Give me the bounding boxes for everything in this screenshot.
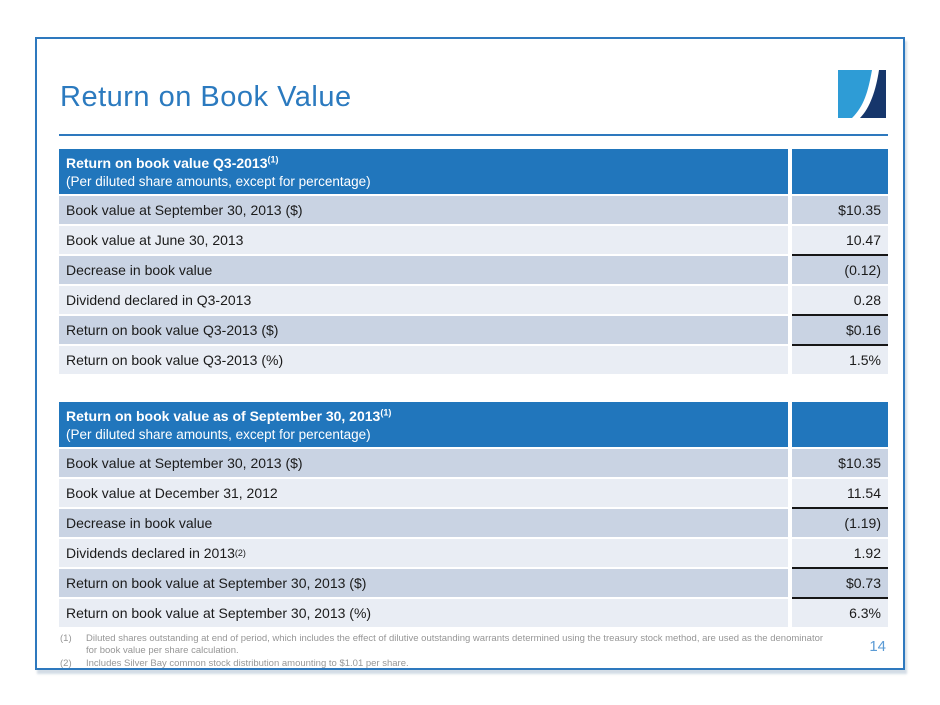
table-row-value: $10.35 [792,196,888,224]
table-header-title [66,406,788,426]
table-row-label [59,449,788,477]
company-logo-icon [838,70,886,118]
row-label-text: Return on book value at September 30, 2013 (%) [66,605,372,621]
table-row-value: 10.47 [792,226,888,254]
table-row-label [59,479,788,507]
row-label-text: Dividends declared in 2013 [66,545,235,561]
table-header-superscript: (1) [380,406,392,417]
table-row-value: (0.12) [792,256,888,284]
table-row-label [59,569,788,597]
table-header-subtitle: (Per diluted share amounts, except for percentage) [66,173,371,189]
table-row-value: $0.73 [792,569,888,597]
row-label-text: Return on book value Q3-2013 ($) [66,322,279,338]
table-header-title-text: Return on book value Q3-2013 [66,154,268,171]
footnotes [60,633,850,670]
table-row-value: $0.16 [792,316,888,344]
footnote-text: Includes Silver Bay common stock distribution amounting to $1.01 per share. [86,657,409,669]
table-row-value: (1.19) [792,509,888,537]
footnote-marker: (1) [60,633,72,644]
table-header-title-text: Return on book value as of September 30, 2013 [66,407,381,424]
table-row-label [59,226,788,254]
table-header-subtitle: (Per diluted share amounts, except for percentage) [66,426,371,442]
table-header-label [59,149,788,194]
page-number: 14 [869,638,886,655]
table-row-label [59,599,788,627]
footnote-1 [60,633,850,658]
row-label-text: Book value at December 31, 2012 [66,485,278,501]
table-row-label [59,196,788,224]
footnote-2 [60,658,850,670]
row-label-text: Dividend declared in Q3-2013 [66,292,252,308]
table-row-label [59,316,788,344]
table-row-label [59,346,788,374]
table-row-value: 11.54 [792,479,888,507]
table-row-label [59,256,788,284]
title-divider [59,134,888,136]
footnote-text: Diluted shares outstanding at end of period, which includes the effect of dilutive outstanding warrants determined using the treasury stock method, are used as the denominator for book value per share calculation. [86,633,824,657]
table-header-label [59,402,788,447]
table-row-value: 0.28 [792,286,888,314]
slide [35,37,905,670]
row-label-text: Decrease in book value [66,515,213,531]
page-title: Return on Book Value [60,81,352,113]
row-label-text: Book value at June 30, 2013 [66,232,244,248]
table-header-superscript: (1) [267,153,279,164]
footnote-marker: (2) [60,657,72,669]
row-label-text: Return on book value Q3-2013 (%) [66,352,284,368]
table-row-value: 1.92 [792,539,888,567]
row-label-text: Decrease in book value [66,262,213,278]
table-row-value: $10.35 [792,449,888,477]
table-row-value: 1.5% [792,346,888,374]
table-header-value [792,402,888,447]
table-q3-2013 [59,149,888,374]
table-ytd-2013 [59,402,888,627]
table-row-label: Dividends declared in 2013 (2) [59,539,788,567]
table-header-value [792,149,888,194]
row-label-text: Return on book value at September 30, 2013 ($) [66,575,367,591]
table-header-title [66,153,788,173]
row-label-text: Book value at September 30, 2013 ($) [66,202,303,218]
table-row-value: 6.3% [792,599,888,627]
table-row-label [59,286,788,314]
table-row-label [59,509,788,537]
row-label-text: Book value at September 30, 2013 ($) [66,455,303,471]
